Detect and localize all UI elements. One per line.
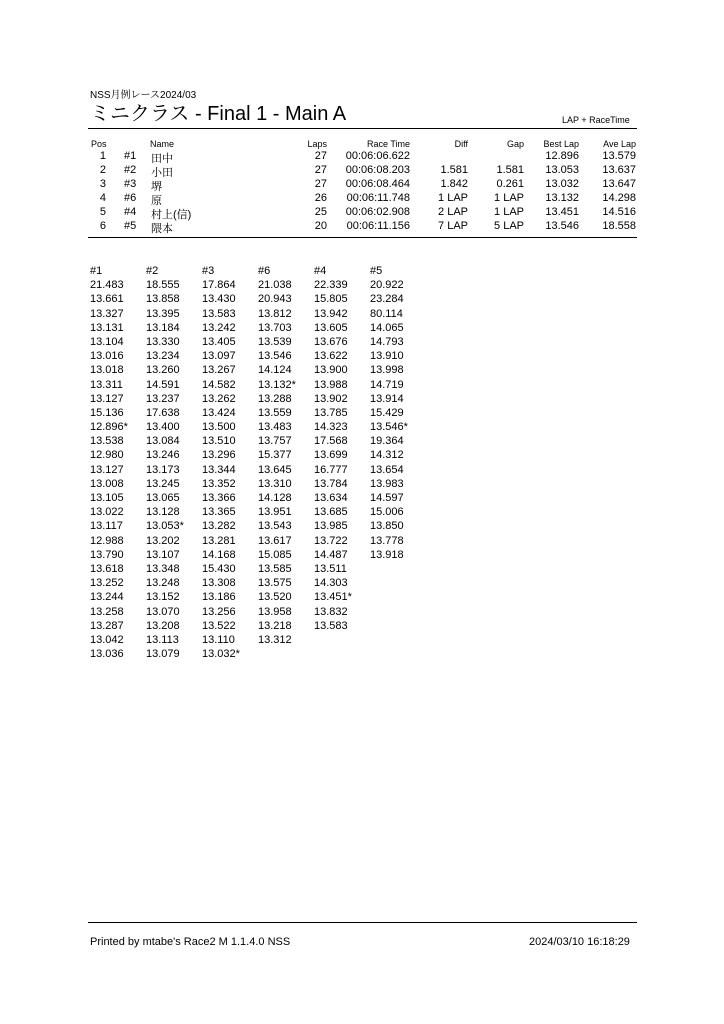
- lap-time-cell: 13.914: [370, 392, 404, 405]
- lap-time-cell: 13.583: [314, 619, 348, 632]
- lap-time-cell: 13.127: [90, 463, 124, 476]
- result-bestlap: 13.032: [545, 178, 579, 190]
- lap-time-cell: 13.097: [202, 350, 236, 363]
- lap-time-cell: 13.483: [258, 421, 292, 434]
- lap-time-cell: 13.288: [258, 392, 292, 405]
- lap-time-cell: 13.985: [314, 520, 348, 533]
- result-row: [0, 178, 724, 192]
- lap-time-cell: 13.757: [258, 435, 292, 448]
- lap-time-cell: 13.998: [370, 364, 404, 377]
- lap-time-cell: 21.038: [258, 279, 292, 292]
- lap-time-cell: 13.352: [202, 477, 236, 490]
- lap-time-cell: 13.617: [258, 534, 292, 547]
- lap-time-cell: 13.267: [202, 364, 236, 377]
- result-racetime: 00:06:02.908: [345, 206, 410, 218]
- lap-time-cell: 13.132*: [258, 378, 296, 391]
- lap-time-cell: 13.400: [146, 421, 180, 434]
- result-diff: 7 LAP: [438, 220, 468, 232]
- lap-time-cell: 23.284: [370, 293, 404, 306]
- lap-time-cell: 13.018: [90, 364, 124, 377]
- col-name-header: Name: [150, 139, 175, 149]
- lap-time-cell: 13.245: [146, 477, 180, 490]
- lap-column-header: #5: [370, 265, 383, 277]
- lap-time-cell: 13.348: [146, 562, 180, 575]
- result-bestlap: 13.546: [545, 220, 579, 232]
- lap-time-cell: 13.366: [202, 492, 236, 504]
- lap-time-cell: 13.559: [258, 406, 292, 419]
- result-row: [0, 192, 724, 206]
- lap-time-cell: 13.951: [258, 506, 292, 519]
- lap-time-cell: 13.546: [258, 350, 292, 363]
- result-racetime: 00:06:06.622: [345, 150, 410, 162]
- result-avelap: 14.298: [602, 192, 636, 204]
- lap-time-cell: 13.008: [90, 477, 124, 490]
- result-car: #4: [124, 206, 137, 218]
- footer-divider: [88, 922, 637, 923]
- lap-time-cell: 22.339: [314, 279, 348, 292]
- lap-time-cell: 13.365: [202, 506, 236, 519]
- lap-time-cell: 13.832: [314, 605, 348, 618]
- lap-time-cell: 13.538: [90, 435, 124, 448]
- col-pos-header: Pos: [91, 139, 107, 149]
- lap-time-cell: 13.113: [146, 633, 179, 646]
- result-avelap: 18.558: [602, 220, 636, 232]
- lap-time-cell: 13.858: [146, 293, 180, 306]
- result-diff: 1 LAP: [438, 192, 468, 204]
- result-bestlap: 13.132: [545, 192, 579, 204]
- lap-time-cell: 19.364: [370, 435, 404, 448]
- lap-time-cell: 13.262: [202, 392, 236, 405]
- result-bestlap: 13.451: [545, 206, 579, 218]
- lap-time-cell: 13.685: [314, 506, 348, 519]
- result-bestlap: 12.896: [545, 150, 579, 162]
- result-driver: 田中: [151, 153, 173, 165]
- result-laps: 26: [314, 192, 327, 204]
- lap-time-cell: 13.244: [90, 591, 124, 604]
- lap-time-cell: 14.124: [258, 364, 292, 377]
- result-laps: 27: [314, 150, 327, 162]
- result-bestlap: 13.053: [545, 164, 579, 176]
- lap-column: [146, 264, 184, 661]
- lap-time-cell: 13.053*: [146, 520, 184, 533]
- lap-time-cell: 12.988: [90, 534, 124, 547]
- lap-time-cell: 14.591: [146, 378, 180, 391]
- col-gap-header: Gap: [506, 139, 524, 149]
- lap-time-cell: 13.703: [258, 321, 292, 334]
- lap-time-cell: 17.568: [314, 435, 348, 448]
- lap-time-cell: 13.790: [90, 548, 124, 561]
- lap-time-cell: 13.812: [258, 307, 292, 320]
- lap-column: [90, 264, 128, 661]
- lap-time-cell: 13.084: [146, 435, 180, 448]
- lap-column: [370, 264, 408, 562]
- result-row: [0, 220, 724, 234]
- result-gap: 5 LAP: [494, 220, 524, 232]
- lap-column: [258, 264, 296, 647]
- lap-time-cell: 13.575: [258, 577, 292, 590]
- lap-time-cell: 13.128: [146, 506, 180, 519]
- lap-time-cell: 13.330: [146, 335, 180, 348]
- lap-time-cell: 13.042: [90, 633, 124, 646]
- result-pos: 1: [99, 150, 106, 162]
- result-driver: 小田: [151, 167, 173, 179]
- lap-time-cell: 13.208: [146, 619, 180, 632]
- lap-time-cell: 17.638: [146, 406, 180, 419]
- lap-time-cell: 15.136: [90, 406, 124, 419]
- lap-time-cell: 13.500: [202, 421, 236, 434]
- lap-time-cell: 13.186: [202, 591, 236, 604]
- result-row: [0, 164, 724, 178]
- lap-time-cell: 14.793: [370, 335, 404, 348]
- lap-time-cell: 13.785: [314, 406, 348, 419]
- lap-time-cell: 13.634: [314, 492, 348, 504]
- lap-time-cell: 15.805: [314, 293, 348, 306]
- print-timestamp: 2024/03/10 16:18:29: [529, 936, 630, 948]
- lap-time-cell: 13.539: [258, 335, 292, 348]
- lap-time-cell: 13.424: [202, 406, 236, 419]
- lap-time-cell: 13.784: [314, 477, 348, 490]
- lap-time-cell: 13.234: [146, 350, 180, 363]
- lap-time-cell: 13.246: [146, 449, 180, 462]
- lap-time-cell: 13.778: [370, 534, 404, 547]
- lap-time-cell: 13.282: [202, 520, 236, 533]
- result-diff: 1.842: [440, 178, 468, 190]
- lap-time-cell: 13.645: [258, 463, 292, 476]
- result-pos: 5: [99, 206, 106, 218]
- result-racetime: 00:06:08.464: [345, 178, 410, 190]
- lap-time-cell: 13.248: [146, 577, 180, 590]
- result-avelap: 13.647: [602, 178, 636, 190]
- lap-time-cell: 13.252: [90, 577, 124, 590]
- lap-time-cell: 13.281: [202, 534, 236, 547]
- lap-time-cell: 13.016: [90, 350, 124, 363]
- col-bestlap-header: Best Lap: [543, 139, 579, 149]
- lap-time-cell: 14.303: [314, 577, 348, 590]
- lap-time-cell: 21.483: [90, 279, 124, 292]
- result-car: #1: [124, 150, 137, 162]
- lap-time-cell: 13.699: [314, 449, 348, 462]
- lap-time-cell: 13.287: [90, 619, 124, 632]
- result-row: [0, 150, 724, 164]
- lap-time-cell: 13.184: [146, 321, 180, 334]
- col-racetime-header: Race Time: [366, 139, 410, 149]
- lap-time-cell: 14.128: [258, 492, 292, 504]
- col-diff-header: Diff: [454, 139, 468, 149]
- lap-time-cell: 13.583: [202, 307, 236, 320]
- lap-time-cell: 14.597: [370, 492, 404, 504]
- lap-time-cell: 13.173: [146, 463, 180, 476]
- lap-time-cell: 13.242: [202, 321, 236, 334]
- lap-time-cell: 15.430: [202, 562, 236, 575]
- lap-time-cell: 13.983: [370, 477, 404, 490]
- lap-time-cell: 13.127: [90, 392, 124, 405]
- result-avelap: 13.579: [602, 150, 636, 162]
- lap-column-header: #3: [202, 265, 215, 277]
- lap-time-cell: 13.451*: [314, 591, 352, 604]
- lap-time-cell: 13.036: [90, 648, 124, 661]
- lap-time-cell: 13.032*: [202, 648, 240, 661]
- result-pos: 3: [99, 178, 106, 190]
- result-driver: 隈本: [151, 223, 173, 235]
- lap-time-cell: 13.605: [314, 321, 348, 334]
- result-car: #3: [124, 178, 137, 190]
- lap-time-cell: 13.117: [90, 520, 123, 533]
- result-row: [0, 206, 724, 220]
- lap-time-cell: 13.918: [370, 548, 404, 561]
- lap-column-header: #4: [314, 265, 327, 277]
- result-laps: 25: [314, 206, 327, 218]
- result-pos: 4: [99, 192, 106, 204]
- lap-time-cell: 13.310: [258, 477, 292, 490]
- lap-time-cell: 13.110: [202, 633, 235, 646]
- lap-time-cell: 20.943: [258, 293, 292, 306]
- lap-time-cell: 13.661: [90, 293, 124, 306]
- result-avelap: 13.637: [602, 164, 636, 176]
- lap-time-cell: 13.510: [202, 435, 236, 448]
- lap-time-cell: 13.104: [90, 335, 124, 348]
- lap-time-cell: 13.065: [146, 492, 180, 504]
- lap-time-cell: 13.585: [258, 562, 292, 575]
- lap-time-cell: 13.308: [202, 577, 236, 590]
- result-driver: 原: [151, 195, 162, 207]
- lap-time-cell: 13.676: [314, 335, 348, 348]
- header-divider: [88, 128, 637, 129]
- lap-time-cell: 13.344: [202, 463, 236, 476]
- lap-time-cell: 14.719: [370, 378, 404, 391]
- lap-column-header: #2: [146, 265, 159, 277]
- timing-mode: LAP + RaceTime: [562, 115, 630, 125]
- lap-time-cell: 13.546*: [370, 421, 408, 434]
- lap-time-cell: 14.168: [202, 548, 236, 561]
- lap-column: [314, 264, 352, 633]
- lap-time-cell: 13.902: [314, 392, 348, 405]
- lap-time-cell: 13.327: [90, 307, 124, 320]
- lap-time-cell: 13.942: [314, 307, 348, 320]
- result-racetime: 00:06:08.203: [345, 164, 410, 176]
- lap-time-cell: 13.131: [90, 321, 124, 334]
- lap-time-cell: 13.618: [90, 562, 124, 575]
- event-subtitle: NSS月例レース2024/03: [90, 90, 197, 101]
- results-divider: [88, 237, 637, 238]
- lap-time-cell: 18.555: [146, 279, 180, 292]
- result-gap: 1.581: [496, 164, 524, 176]
- result-laps: 20: [314, 220, 327, 232]
- lap-time-cell: 13.910: [370, 350, 404, 363]
- race-title: ミニクラス - Final 1 - Main A: [90, 103, 347, 125]
- result-gap: 1 LAP: [494, 192, 524, 204]
- result-avelap: 14.516: [602, 206, 636, 218]
- result-diff: 2 LAP: [438, 206, 468, 218]
- lap-time-cell: 13.958: [258, 605, 292, 618]
- result-racetime: 00:06:11.156: [346, 220, 410, 232]
- col-avelap-header: Ave Lap: [603, 139, 636, 149]
- lap-time-cell: 13.070: [146, 605, 180, 618]
- lap-time-cell: 13.107: [146, 548, 180, 561]
- lap-time-cell: 13.237: [146, 392, 180, 405]
- lap-time-cell: 14.487: [314, 548, 348, 561]
- result-gap: 0.261: [496, 178, 524, 190]
- lap-time-cell: 13.543: [258, 520, 292, 533]
- result-car: #2: [124, 164, 137, 176]
- lap-time-cell: 13.022: [90, 506, 124, 519]
- lap-time-cell: 13.152: [146, 591, 180, 604]
- lap-time-cell: 14.065: [370, 321, 404, 334]
- result-car: #6: [124, 192, 137, 204]
- result-racetime: 00:06:11.748: [346, 192, 410, 204]
- lap-column: [202, 264, 240, 661]
- col-laps-header: Laps: [307, 139, 327, 149]
- lap-time-cell: 20.922: [370, 279, 404, 292]
- lap-time-cell: 12.980: [90, 449, 124, 462]
- lap-time-cell: 13.395: [146, 307, 180, 320]
- lap-time-cell: 15.429: [370, 406, 404, 419]
- lap-time-cell: 13.900: [314, 364, 348, 377]
- lap-time-cell: 80.114: [370, 307, 403, 320]
- lap-time-cell: 13.312: [258, 633, 292, 646]
- lap-time-cell: 13.850: [370, 520, 404, 533]
- printed-by: Printed by mtabe's Race2 M 1.1.4.0 NSS: [90, 936, 291, 948]
- lap-time-cell: 12.896*: [90, 421, 128, 434]
- lap-time-cell: 16.777: [314, 463, 348, 476]
- result-gap: 1 LAP: [494, 206, 524, 218]
- lap-time-cell: 13.405: [202, 335, 236, 348]
- lap-time-cell: 13.202: [146, 534, 180, 547]
- lap-time-cell: 13.311: [90, 378, 123, 391]
- lap-time-cell: 13.105: [90, 492, 124, 504]
- lap-time-cell: 14.582: [202, 378, 236, 391]
- lap-time-cell: 14.312: [370, 449, 404, 462]
- result-driver: 堺: [151, 181, 162, 193]
- lap-time-cell: 13.654: [370, 463, 404, 476]
- result-driver: 村上(信): [151, 209, 192, 221]
- lap-time-cell: 15.006: [370, 506, 404, 519]
- lap-time-cell: 13.258: [90, 605, 124, 618]
- lap-time-cell: 13.511: [314, 562, 347, 575]
- result-laps: 27: [314, 164, 327, 176]
- result-diff: 1.581: [440, 164, 468, 176]
- lap-time-cell: 13.260: [146, 364, 180, 377]
- lap-time-cell: 13.079: [146, 648, 180, 661]
- lap-time-cell: 13.430: [202, 293, 236, 306]
- lap-column-header: #1: [90, 265, 103, 277]
- lap-time-cell: 13.988: [314, 378, 348, 391]
- result-pos: 2: [99, 164, 106, 176]
- lap-time-cell: 13.520: [258, 591, 292, 604]
- lap-time-cell: 13.218: [258, 619, 292, 632]
- result-pos: 6: [99, 220, 106, 232]
- lap-column-header: #6: [258, 265, 271, 277]
- lap-time-cell: 13.722: [314, 534, 348, 547]
- lap-time-cell: 17.864: [202, 279, 236, 292]
- lap-time-cell: 13.256: [202, 605, 236, 618]
- lap-time-cell: 13.522: [202, 619, 236, 632]
- lap-time-cell: 13.622: [314, 350, 348, 363]
- lap-time-cell: 15.085: [258, 548, 292, 561]
- result-car: #5: [124, 220, 137, 232]
- lap-time-cell: 14.323: [314, 421, 348, 434]
- result-laps: 27: [314, 178, 327, 190]
- lap-time-cell: 13.296: [202, 449, 236, 462]
- lap-time-cell: 15.377: [258, 449, 292, 462]
